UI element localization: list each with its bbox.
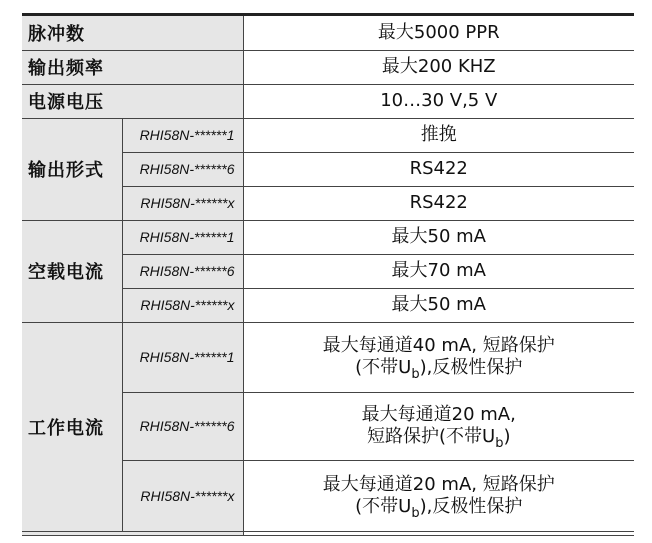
model-label: RHI58N-******x: [122, 460, 243, 531]
group-label-output-form: 输出形式: [22, 118, 122, 220]
model-label: RHI58N-******6: [122, 152, 243, 186]
model-label: RHI58N-******1: [122, 220, 243, 254]
text-post: ),反极性保护: [419, 357, 523, 378]
operating-current-value: [243, 460, 634, 531]
text-post: ): [503, 426, 511, 447]
no-load-current-value: 最大70 mA: [243, 254, 634, 288]
no-load-current-value: 最大50 mA: [243, 288, 634, 322]
continuation-label-cell: [22, 531, 243, 535]
text-post: ),反极性保护: [419, 495, 523, 517]
group-label-no-load-current: 空载电流: [22, 220, 122, 322]
table-row-operating-current-1: [22, 322, 634, 392]
subscript-b: b: [411, 367, 420, 382]
value-line-2: [244, 357, 635, 382]
model-label: RHI58N-******1: [122, 322, 243, 392]
value-line-1: 最大每通道20 mA,: [361, 404, 516, 426]
table-row-output-form-1: [22, 118, 634, 152]
text-pre: 短路保护(不带U: [367, 426, 496, 447]
table-row-pulses: [22, 16, 634, 50]
value-line-2: [244, 426, 635, 451]
spec-table: [22, 16, 634, 536]
output-form-value: 推挽: [243, 118, 634, 152]
row-value-pulses: 最大5000 PPR: [243, 16, 634, 50]
text-pre: (不带U: [355, 495, 412, 517]
no-load-current-value: 最大50 mA: [243, 220, 634, 254]
group-label-operating-current: 工作电流: [22, 322, 122, 531]
row-value-supply-voltage: 10…30 V,5 V: [243, 84, 634, 118]
model-label: RHI58N-******6: [122, 392, 243, 460]
operating-current-value: [243, 392, 634, 460]
table-row-supply-voltage: [22, 84, 634, 118]
subscript-b: b: [411, 505, 420, 521]
value-line-1: 最大每通道40 mA, 短路保护: [322, 335, 555, 357]
output-form-value: RS422: [243, 186, 634, 220]
table-row-no-load-current-1: [22, 220, 634, 254]
model-label: RHI58N-******6: [122, 254, 243, 288]
table-row-output-frequency: [22, 50, 634, 84]
model-label: RHI58N-******x: [122, 186, 243, 220]
value-line-1: 最大每通道20 mA, 短路保护: [322, 473, 555, 495]
model-label: RHI58N-******x: [122, 288, 243, 322]
text-pre: (不带U: [355, 357, 412, 378]
row-label-supply-voltage: 电源电压: [22, 84, 243, 118]
row-value-output-frequency: 最大200 KHZ: [243, 50, 634, 84]
model-label: RHI58N-******1: [122, 118, 243, 152]
operating-current-value: [243, 322, 634, 392]
subscript-b: b: [495, 436, 504, 451]
continuation-value-cell: [243, 531, 634, 535]
row-label-pulses: 脉冲数: [22, 16, 243, 50]
table-row-continuation: [22, 531, 634, 535]
output-form-value: RS422: [243, 152, 634, 186]
row-label-output-frequency: 输出频率: [22, 50, 243, 84]
value-line-2: [244, 495, 635, 521]
